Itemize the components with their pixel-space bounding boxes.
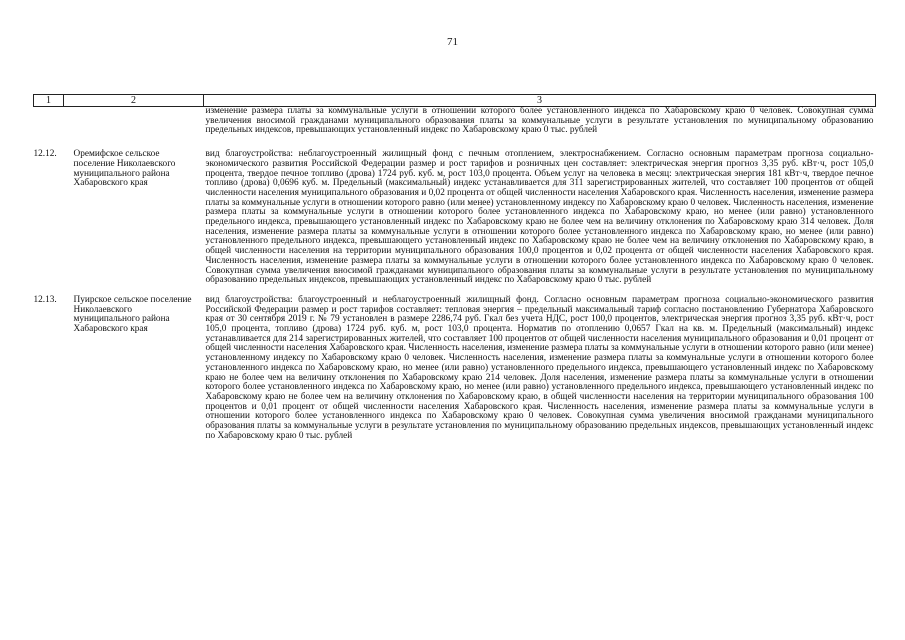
column-header-description: 3 xyxy=(204,95,876,107)
table-row-continuation xyxy=(34,107,876,141)
row-description: вид благоустройства: неблагоустроенный жилищный фонд с печным отоплением, электроснабжением. Согласно основным параметрам прогноза социально-экономического развития Российской Федерации размер и рост тарифов и розничных цен составляет: электрическая энергия прогноз 3,35 руб. кВт·ч, рост 105,0 процента, твердое печное топливо (дрова) 1724 руб. куб. м, рост 103,0 процента. Объем услуг на человека в месяц: электрическая энергия 181 кВт·ч, твердое печное топливо (дрова) 0,0696 куб. м. Предельный (максимальный) индекс устанавливается для 311 зарегистрированных жителей, что составляет 100 процентов от общей численности населения муниципального образования и 0,02 процента от общей численности населения Хабаровского края. Численность населения, изменение размера платы за коммунальные услуги в отношении которого равно (или менее) установленному индексу по Хабаровскому краю 0 человек. Численность населения, изменение размера платы за коммунальные услуги в отношении которого более установленного индекса по Хабаровскому краю, но менее (или равно) установленного предельного индекса, превышающего установленный индекс по Хабаровскому краю не более чем на величину отклонения по Хабаровскому краю 314 человек. Доля населения, изменение размера платы за коммунальные услуги в отношении которого более установленного индекса по Хабаровскому краю, но менее (или равно) установленного предельного индекса, превышающего установленный индекс по Хабаровскому краю не более чем на величину отклонения по Хабаровскому краю, в общей численности населения на территории муниципального образования 100,0 процентов и 0,02 процента от общей численности населения Хабаровского края. Численность населения, изменение размера платы за коммунальные услуги в отношении которого более установленного индекса по Хабаровскому краю 0 человек. Совокупная сумма увеличения вносимой гражданами муниципального образования платы за коммунальные услуги в результате установления по муниципальному образованию предельных индексов, превышающих установленный индекс по Хабаровскому краю 0 тыс. рублей xyxy=(205,149,874,286)
row-description: вид благоустройства: благоустроенный и неблагоустроенный жилищный фонд. Согласно основным параметрам прогноза социально-экономического развития Российской Федерации размер и рост тарифов составляет: тепловая энергия – предельный максимальный тариф согласно постановлению Губернатора Хабаровского края от 30 сентября 2019 г. № 79 установлен в размере 2286,74 руб. Гкал без учета НДС, рост 100,0 процентов, электрическая энергия прогноз 3,35 руб. кВт·ч, рост 105,0 процента, топливо (дрова) 1724 руб. куб. м, рост 103,0 процента. Норматив по отоплению 0,0657 Гкал на кв. м. Предельный (максимальный) индекс устанавливается для 214 зарегистрированных жителей, что составляет 100 процентов от общей численности населения муниципального образования и 0,01 процент от общей численности населения Хабаровского края. Численность населения, изменение размера платы за коммунальные услуги в отношении которого равно (или менее) установленному индексу по Хабаровскому краю 0 человек. Численность населения, изменение размера платы за коммунальные услуги в отношении которого более установленного индекса по Хабаровскому краю, но менее (или равно) установленного предельного индекса, превышающего установленный индекс по Хабаровскому краю не более чем на величину отклонения по Хабаровскому краю 214 человек. Доля населения, изменение размера платы за коммунальные услуги в отношении которого более установленного индекса по Хабаровскому краю, но менее (или равно) установленного предельного индекса, превышающего установленный индекс по Хабаровскому краю не более чем на величину отклонения по Хабаровскому краю, в общей численности населения на территории муниципального образования 100 процентов и 0,01 процент от общей численности населения Хабаровского края. Численность населения, изменение размера платы за коммунальные услуги в отношении которого более установленного индекса по Хабаровскому краю 0 человек. Совокупная сумма увеличения вносимой гражданами муниципального образования платы за коммунальные услуги в результате установления по муниципальному образованию предельных индексов, превышающих установленный индекс по Хабаровскому краю 0 тыс. рублей xyxy=(205,294,874,441)
column-header-number: 1 xyxy=(34,95,64,107)
row-number xyxy=(34,107,64,141)
row-number: 12.13. xyxy=(33,294,57,305)
table-header-row xyxy=(34,95,876,107)
row-description: изменение размера платы за коммунальные услуги в отношении которого более установленного индекса по Хабаровскому краю 0 человек. Совокупная сумма увеличения вносимой гражданами муниципального образования платы за коммунальные услуги в результате установления по муниципальному образованию предельных индексов, превышающих установленный индекс по Хабаровскому краю 0 тыс. рублей xyxy=(205,106,874,136)
column-header-municipality: 2 xyxy=(64,95,204,107)
row-municipality: Пуирское сельское поселение Николаевского муниципального района Хабаровского края xyxy=(73,294,192,335)
row-municipality xyxy=(64,107,204,141)
page-number: 71 xyxy=(447,36,458,48)
tariff-table xyxy=(33,94,876,442)
table-row xyxy=(34,140,876,286)
table-row xyxy=(34,286,876,442)
row-municipality: Оремифское сельское поселение Николаевского муниципального района Хабаровского края xyxy=(73,149,176,189)
row-number: 12.12. xyxy=(33,149,57,160)
